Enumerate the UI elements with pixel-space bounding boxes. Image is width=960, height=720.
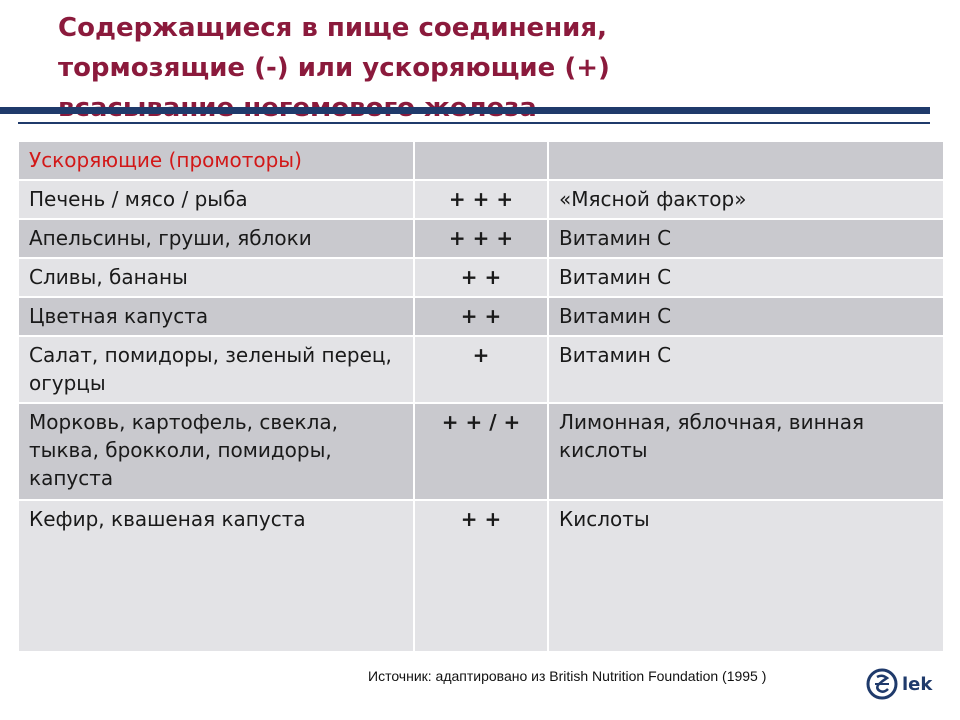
table-cell-factor: Витамин С <box>548 258 944 297</box>
table-cell-empty <box>548 141 944 180</box>
table-row <box>18 336 944 403</box>
table-row <box>18 500 944 652</box>
table-cell-food: Печень / мясо / рыба <box>18 180 414 219</box>
table-header-row <box>18 141 944 180</box>
lek-logo-icon <box>866 668 898 700</box>
table-cell-food: Салат, помидоры, зеленый перец, огурцы <box>18 336 414 403</box>
title-line-2: тормозящие (-) или ускоряющие (+) <box>58 53 610 83</box>
table-cell-food: Кефир, квашеная капуста <box>18 500 414 652</box>
table-cell-effect: + + <box>414 500 548 652</box>
table-cell-effect: + + + <box>414 180 548 219</box>
iron-absorption-table <box>17 140 945 653</box>
table-cell-food: Цветная капуста <box>18 297 414 336</box>
table-cell-factor: «Мясной фактор» <box>548 180 944 219</box>
title-divider-bar <box>0 107 930 114</box>
table-row <box>18 219 944 258</box>
table-cell-effect: + + <box>414 297 548 336</box>
company-logo <box>866 668 936 700</box>
table-cell-effect: + <box>414 336 548 403</box>
table-cell-factor: Кислоты <box>548 500 944 652</box>
table-cell-food: Сливы, бананы <box>18 258 414 297</box>
table-cell-factor: Витамин С <box>548 297 944 336</box>
table-cell-food: Апельсины, груши, яблоки <box>18 219 414 258</box>
title-line-1: Содержащиеся в пище соединения, <box>58 13 607 43</box>
table-row <box>18 180 944 219</box>
table-cell-effect: + + + <box>414 219 548 258</box>
table-cell-effect: + + <box>414 258 548 297</box>
table-row <box>18 297 944 336</box>
source-note: Источник: адаптировано из British Nutrition Foundation (1995 ) <box>368 668 767 684</box>
table-cell-food: Морковь, картофель, свекла, тыква, брокколи, помидоры, капуста <box>18 403 414 500</box>
table-row <box>18 403 944 500</box>
table-cell-factor: Лимонная, яблочная, винная кислоты <box>548 403 944 500</box>
logo-text: lek <box>902 673 933 695</box>
table-cell-factor: Витамин С <box>548 219 944 258</box>
title-divider-line <box>18 122 930 124</box>
table-row <box>18 258 944 297</box>
table-cell-promoters-header: Ускоряющие (промоторы) <box>18 141 414 180</box>
table-cell-empty <box>414 141 548 180</box>
table-cell-factor: Витамин С <box>548 336 944 403</box>
table-cell-effect: + + / + <box>414 403 548 500</box>
